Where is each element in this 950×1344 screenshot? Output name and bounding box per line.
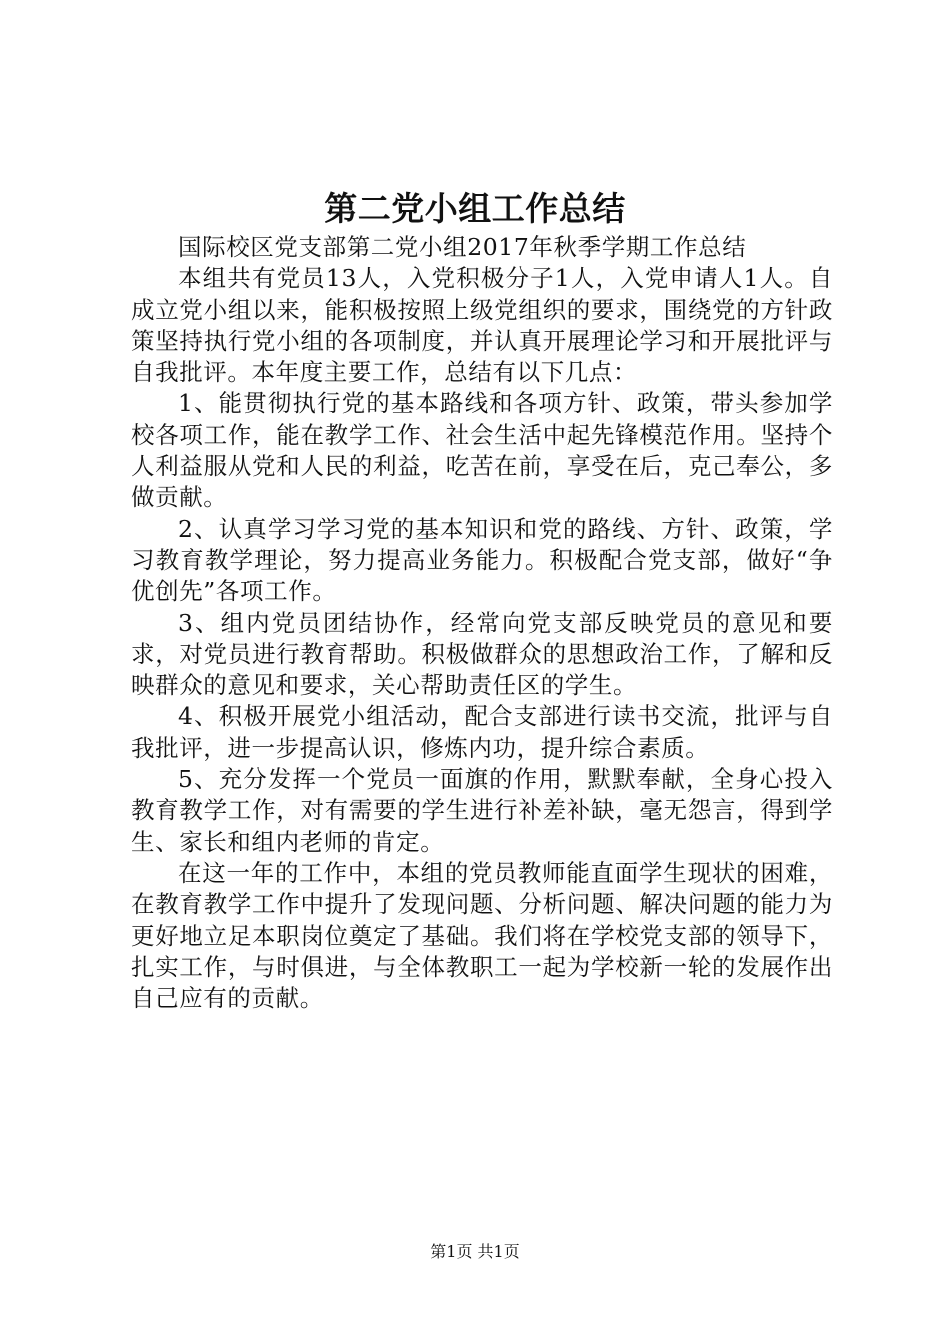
document-body [131, 232, 833, 1014]
page-number-footer: 第1页 共1页 [430, 1242, 520, 1261]
paragraph-point-4: 4、积极开展党小组活动，配合支部进行读书交流，批评与自我批评，进一步提高认识，修炼内功，提升综合素质。 [131, 702, 833, 762]
paragraph-point-2: 2、认真学习学习党的基本知识和党的路线、方针、政策，学习教育教学理论，努力提高业务能力。积极配合党支部，做好“争优创先”各项工作。 [131, 514, 833, 606]
paragraph-point-1: 1、能贯彻执行党的基本路线和各项方针、政策，带头参加学校各项工作，能在教学工作、社会生活中起先锋模范作用。坚持个人利益服从党和人民的利益，吃苦在前，享受在后，克己奉公，多做贡献。 [131, 389, 833, 512]
paragraph-point-5: 5、充分发挥一个党员一面旗的作用，默默奉献，全身心投入教育教学工作，对有需要的学生进行补差补缺，毫无怨言，得到学生、家长和组内老师的肯定。 [131, 765, 833, 856]
document-title: 第二党小组工作总结 [324, 189, 626, 228]
paragraph-intro: 本组共有党员13人，入党积极分子1人，入党申请人1人。自成立党小组以来，能积极按照上级党组织的要求，围绕党的方针政策坚持执行党小组的各项制度，并认真开展理论学习和开展批评与自我批评。本年度主要工作，总结有以下几点： [131, 264, 833, 387]
document-subtitle: 国际校区党支部第二党小组2017年秋季学期工作总结 [178, 233, 747, 261]
paragraph-point-3: 3、组内党员团结协作，经常向党支部反映党员的意见和要求，对党员进行教育帮助。积极做群众的思想政治工作，了解和反映群众的意见和要求，关心帮助责任区的学生。 [131, 608, 833, 700]
paragraph-conclusion: 在这一年的工作中，本组的党员教师能直面学生现状的困难，在教育教学工作中提升了发现问题、分析问题、解决问题的能力为更好地立足本职岗位奠定了基础。我们将在学校党支部的领导下，扎实工作，与时俱进，与全体教职工一起为学校新一轮的发展作出自己应有的贡献。 [131, 858, 833, 1013]
